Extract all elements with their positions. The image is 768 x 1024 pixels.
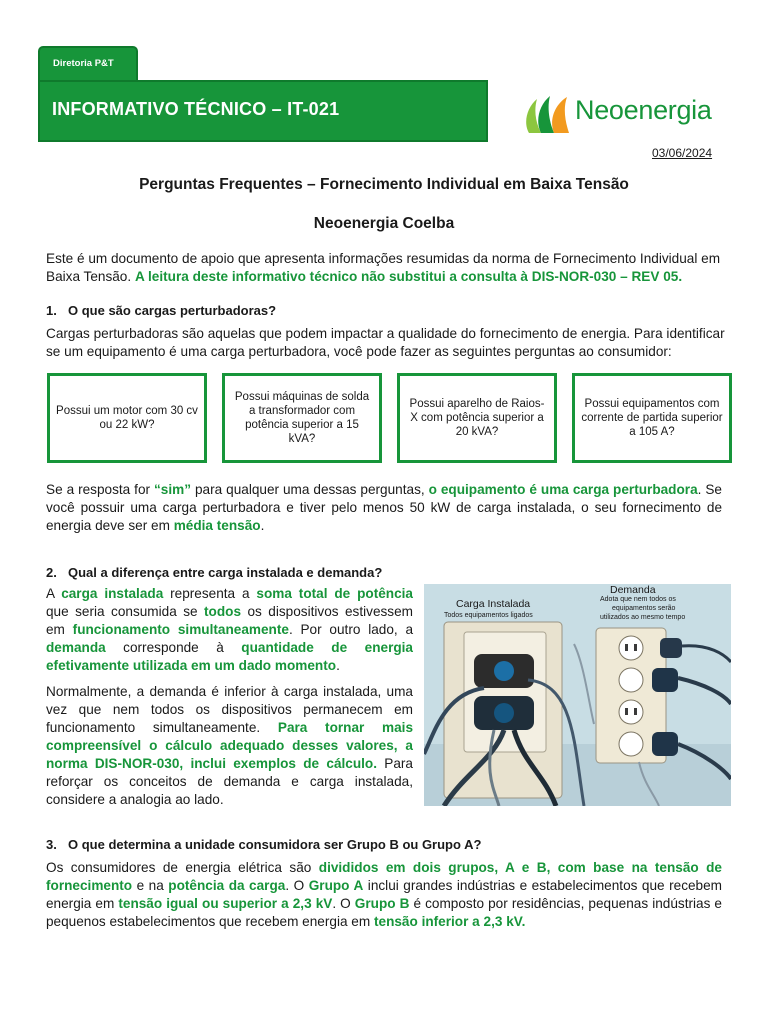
section-1-title: O que são cargas perturbadoras? bbox=[68, 303, 277, 318]
question-box-starting-current bbox=[572, 373, 732, 463]
highlight-run: soma total de potência bbox=[256, 586, 413, 601]
section-2-number: 2. bbox=[46, 565, 57, 580]
text-run: inclui grandes indústrias e estabelecimentos que recebem energia em bbox=[46, 878, 723, 911]
section-2-paragraph-1 bbox=[46, 585, 413, 675]
highlight-run: divididos em dois grupos, A e B, com base na tensão de fornecimento bbox=[46, 860, 722, 893]
highlight-run: Grupo A bbox=[308, 878, 364, 893]
brand-name: Neoenergia bbox=[575, 95, 712, 125]
section-3-heading bbox=[46, 837, 481, 852]
section-1-conclusion bbox=[46, 481, 722, 535]
intro-paragraph bbox=[46, 250, 724, 286]
figure-right-title: Demanda bbox=[610, 584, 656, 596]
title-banner bbox=[38, 80, 488, 142]
text-run: e na bbox=[132, 878, 169, 893]
neoenergia-logo bbox=[523, 93, 728, 135]
section-2-heading bbox=[46, 565, 382, 580]
question-box-welding bbox=[222, 373, 382, 463]
section-1-number: 1. bbox=[46, 303, 57, 318]
highlight-run: demanda bbox=[46, 640, 106, 655]
highlight-run: carga instalada bbox=[61, 586, 164, 601]
text-run: Os consumidores de energia elétrica são bbox=[46, 860, 319, 875]
section-2-title: Qual a diferença entre carga instalada e demanda? bbox=[68, 565, 383, 580]
text-run: Se a resposta for bbox=[46, 482, 154, 497]
text-run: que seria consumida se bbox=[46, 604, 205, 619]
highlight-run: o equipamento é uma carga perturbadora bbox=[428, 482, 698, 497]
text-run: corresponde à bbox=[105, 640, 242, 655]
intro-text: Este é um documento de apoio que apresenta informações resumidas da norma de Fornecimento Individual em Baixa Tensão. bbox=[46, 251, 721, 284]
text-run: . Se você possuir uma carga perturbadora e tiver pelo menos 50 kW de carga instalada, o seu fornecimento de energia deve ser em bbox=[46, 482, 722, 533]
question-text: Possui aparelho de Raios-X com potência superior a 20 kVA? bbox=[409, 398, 545, 438]
text-run: . bbox=[336, 658, 340, 673]
document-date: 03/06/2024 bbox=[652, 146, 713, 160]
analogy-illustration bbox=[424, 584, 731, 806]
subtitle: Neoenergia Coelba bbox=[313, 215, 455, 232]
figure-left-caption: Todos equipamentos ligados bbox=[444, 612, 533, 619]
text-run: Normalmente, a demanda é inferior à carga instalada, uma vez que nem todos os dispositivos permanecem em funcionamento simultaneamente. bbox=[46, 684, 413, 735]
question-text: Possui um motor com 30 cv ou 22 kW? bbox=[56, 405, 198, 431]
text-run: é composto por residências, pequenas indústrias e pequenos estabelecimentos que recebem energia em bbox=[46, 896, 722, 929]
text-run: . O bbox=[332, 896, 355, 911]
question-box-motor bbox=[47, 373, 207, 463]
text-run: os dispositivos estivessem em bbox=[46, 604, 413, 637]
highlight-run: tensão inferior a 2,3 kV. bbox=[373, 914, 526, 929]
highlight-run: funcionamento simultaneamente bbox=[72, 622, 289, 637]
section-3-number: 3. bbox=[46, 837, 57, 852]
section-3-body bbox=[46, 859, 722, 931]
highlight-run: “sim” bbox=[154, 482, 192, 497]
figure-right-caption-1: Adota que nem todos os bbox=[600, 596, 676, 603]
intro-highlight: A leitura deste informativo técnico não substitui a consulta à DIS-NOR-030 – REV 05. bbox=[134, 269, 683, 284]
highlight-run: tensão igual ou superior a 2,3 kV bbox=[118, 896, 333, 911]
text-run: . Por outro lado, a bbox=[288, 622, 414, 637]
highlight-run: todos bbox=[204, 604, 242, 619]
text-run: . O bbox=[285, 878, 309, 893]
main-title: Perguntas Frequentes – Fornecimento Individual em Baixa Tensão bbox=[139, 176, 629, 193]
section-1-body: Cargas perturbadoras são aquelas que podem impactar a qualidade do fornecimento de energia. Para identificar se um equipamento é uma carga perturbadora, você pode fazer as seguintes perguntas ao consumidor: bbox=[46, 326, 725, 359]
figure-right-caption-2: equipamentos serão bbox=[612, 605, 676, 612]
figure-left-title: Carga Instalada bbox=[456, 598, 531, 610]
highlight-run: Para tornar mais compreensível o cálculo adequado desses valores, a norma DIS-NOR-030, inclui exemplos de cálculo. bbox=[46, 720, 414, 771]
section-1-heading bbox=[46, 303, 276, 318]
text-run: . bbox=[260, 518, 265, 533]
question-box-xray bbox=[397, 373, 557, 463]
directorate-tab: Diretoria P&T bbox=[38, 46, 138, 80]
question-text: Possui equipamentos com corrente de partida superior a 105 A? bbox=[581, 398, 723, 438]
section-2-paragraph-2 bbox=[46, 683, 413, 809]
text-run: para qualquer uma dessas perguntas, bbox=[191, 482, 429, 497]
text-run: A bbox=[46, 586, 62, 601]
figure-right-caption-3: utilizados ao mesmo tempo bbox=[600, 614, 686, 621]
text-run: Para reforçar os conceitos de demanda e carga instalada, considere a analogia ao lado. bbox=[46, 756, 413, 807]
highlight-run: Grupo B bbox=[354, 896, 410, 911]
document-title: INFORMATIVO TÉCNICO – IT-021 bbox=[52, 99, 340, 119]
highlight-run: média tensão bbox=[173, 518, 261, 533]
highlight-run: potência da carga bbox=[168, 878, 286, 893]
question-text: Possui máquinas de solda a transformador com potência superior a 15 kVA? bbox=[234, 391, 370, 445]
text-run: representa a bbox=[163, 586, 257, 601]
highlight-run: quantidade de energia efetivamente utilizada em um dado momento bbox=[46, 640, 413, 673]
section-3-title: O que determina a unidade consumidora ser Grupo B ou Grupo A? bbox=[68, 837, 482, 852]
leaf-flame-icon bbox=[523, 93, 573, 135]
